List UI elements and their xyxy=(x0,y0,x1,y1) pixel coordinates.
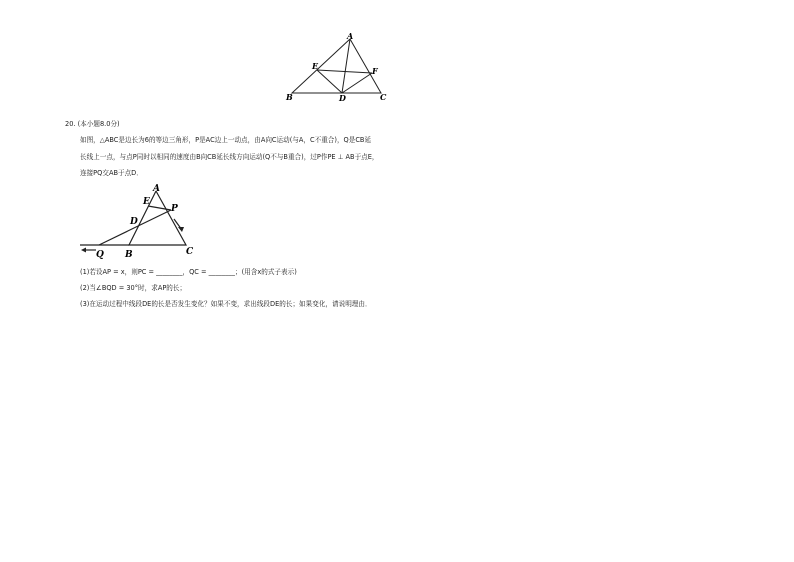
segment-df xyxy=(342,73,372,93)
label-q: Q xyxy=(96,250,104,260)
label-d: D xyxy=(339,93,346,103)
label-c: C xyxy=(380,92,387,102)
label-e: E xyxy=(143,197,150,207)
arrow-q-head xyxy=(81,248,86,253)
question-line-2: 长线上一点，与点P同时以相同的速度由B向CB延长线方向运动(Q不与B重合)，过P作PE ⊥ AB于点E， xyxy=(80,153,379,161)
question-line-1: 如图，△ABC是边长为6的等边三角形，P是AC边上一动点，由A向C运动(与A，C不重合)，Q是CB延 xyxy=(80,136,372,144)
figure1-lines xyxy=(292,39,381,93)
figure-triangle-abc-def xyxy=(282,30,392,104)
question-number: 20. xyxy=(65,120,76,128)
label-f: F xyxy=(372,66,378,76)
segment-ed xyxy=(317,70,342,93)
label-a: A xyxy=(347,31,354,41)
segment-pe xyxy=(148,206,171,210)
label-a: A xyxy=(153,184,160,194)
triangle-abc xyxy=(292,39,381,93)
segment-pq xyxy=(99,210,171,245)
subquestion-1: (1)若设AP = x，则PC = ________，QC = ________；(用含x的式子表示) xyxy=(80,268,297,276)
label-b: B xyxy=(125,250,133,260)
figure-moving-points xyxy=(74,183,204,263)
label-c: C xyxy=(186,247,194,257)
question-score: (本小题8.0分) xyxy=(77,120,120,128)
label-p: P xyxy=(171,204,178,214)
label-b: B xyxy=(286,92,293,102)
label-e: E xyxy=(312,61,319,71)
segment-ad xyxy=(342,39,350,93)
segment-ef xyxy=(317,70,372,73)
subquestion-2: (2)当∠BQD = 30°时，求AP的长； xyxy=(80,284,187,292)
question-header xyxy=(65,120,120,129)
subquestion-3: (3)在运动过程中线段DE的长是否发生变化？如果不变，求出线段DE的长；如果变化，请说明理由． xyxy=(80,300,372,308)
label-d: D xyxy=(130,217,138,227)
question-line-3: 连接PQ交AB于点D． xyxy=(80,169,143,177)
